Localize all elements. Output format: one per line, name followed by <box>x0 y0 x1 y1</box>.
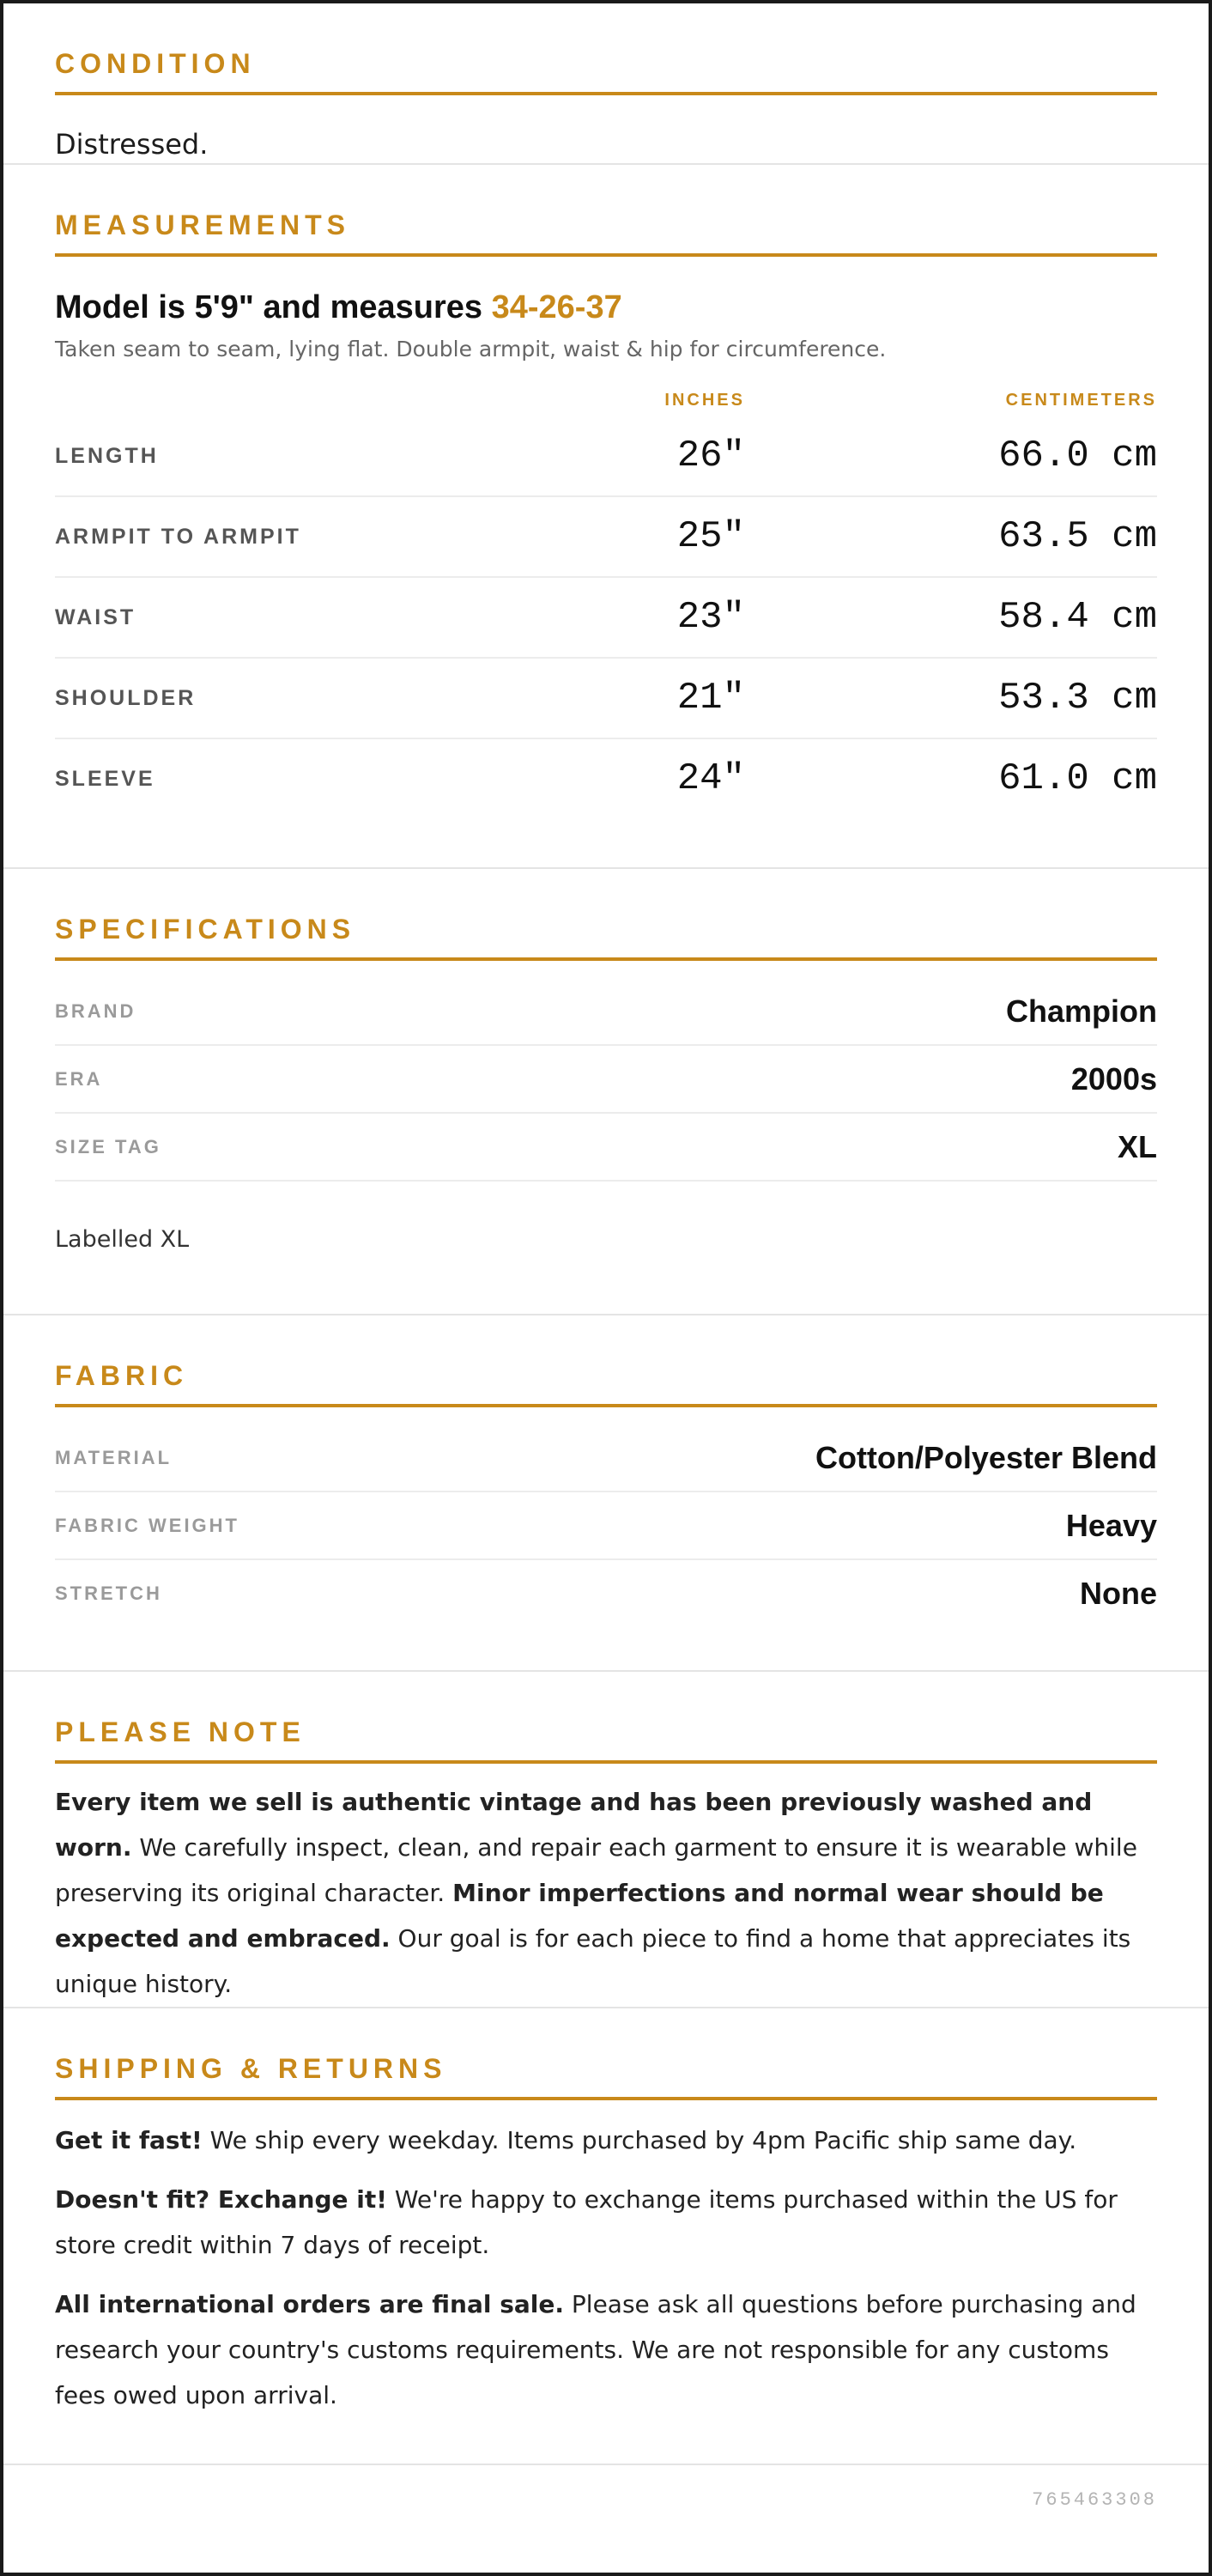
measurements-section <box>3 165 1209 869</box>
shipping-title: SHIPPING & RETURNS <box>55 2053 1157 2100</box>
model-measures: 34-26-37 <box>491 289 622 325</box>
measurements-note: Taken seam to seam, lying flat. Double armpit, waist & hip for circumference. <box>55 337 887 361</box>
shipping-paragraph-international <box>55 2281 1157 2418</box>
condition-section <box>3 3 1209 165</box>
fabric-value: Heavy <box>1065 1507 1157 1543</box>
measurement-row-shoulder <box>55 659 1157 739</box>
measurement-inches: 25" <box>676 515 745 558</box>
please-note-section <box>3 1672 1209 2008</box>
measurement-cm: 66.0 cm <box>998 434 1157 477</box>
measurement-row-length <box>55 416 1157 497</box>
specifications-title: SPECIFICATIONS <box>55 914 1157 961</box>
note-text-inspect: We carefully inspect, clean, and repair each garment to ensure it is wearable while preserving its original character. <box>55 1833 1137 1907</box>
spec-label: SIZE TAG <box>55 1135 161 1157</box>
shipping-returns-section <box>3 2008 1209 2465</box>
measurement-inches: 23" <box>676 596 745 639</box>
please-note-title: PLEASE NOTE <box>55 1716 1157 1764</box>
model-info <box>55 289 1157 326</box>
note-text-goal: Our goal is for each piece to find a home that appreciates its unique history. <box>55 1924 1131 1998</box>
measurement-row-armpit <box>55 497 1157 578</box>
note-bold-imperfections: Minor imperfections and normal wear should be expected and embraced. <box>55 1879 1104 1953</box>
measurement-inches: 26" <box>676 434 745 477</box>
spec-value: 2000s <box>1070 1060 1157 1097</box>
fabric-table <box>55 1425 1157 1626</box>
model-prefix: Model is 5'9" and measures <box>55 289 492 325</box>
shipping-bold: Doesn't fit? Exchange it! <box>55 2185 387 2214</box>
spec-row-era <box>55 1046 1157 1114</box>
measurement-cm: 53.3 cm <box>998 677 1157 720</box>
shipping-text: We ship every weekday. Items purchased by 4pm Pacific ship same day. <box>202 2126 1077 2154</box>
measurement-cm: 61.0 cm <box>998 757 1157 800</box>
note-bold-authentic: Every item we sell is authentic vintage and has been previously washed and worn. <box>55 1788 1093 1862</box>
shipping-text: Please ask all questions before purchasing and research your country's customs requirements. We are not responsible for any customs fees owed upon arrival. <box>55 2290 1136 2409</box>
inches-column-header: INCHES <box>664 391 745 410</box>
fabric-value: None <box>1080 1575 1157 1611</box>
measurements-title: MEASUREMENTS <box>55 210 1157 257</box>
footer <box>3 2465 1209 2534</box>
measurement-inches: 24" <box>676 757 745 800</box>
spec-value: XL <box>1117 1128 1157 1164</box>
measurement-cm: 58.4 cm <box>998 596 1157 639</box>
spec-row-brand <box>55 978 1157 1046</box>
measurement-label: LENGTH <box>55 443 159 468</box>
measurement-row-sleeve <box>55 739 1157 818</box>
spec-label: BRAND <box>55 999 136 1022</box>
shipping-paragraph-fast <box>55 2117 1157 2163</box>
measurement-label: SLEEVE <box>55 766 155 791</box>
measurement-label: SHOULDER <box>55 685 197 710</box>
centimeters-column-header: CENTIMETERS <box>1005 391 1157 410</box>
shipping-paragraph-exchange <box>55 2177 1157 2268</box>
measurements-header <box>55 391 1157 416</box>
spec-label: ERA <box>55 1067 103 1090</box>
measurement-cm: 63.5 cm <box>998 515 1157 558</box>
specifications-section <box>3 869 1209 1315</box>
size-tag-note: Labelled XL <box>55 1226 190 1253</box>
measurement-row-waist <box>55 578 1157 659</box>
shipping-bold: Get it fast! <box>55 2126 203 2154</box>
condition-text: Distressed. <box>55 128 209 161</box>
measurements-table <box>55 416 1157 818</box>
fabric-row-stretch <box>55 1560 1157 1626</box>
fabric-label: STRETCH <box>55 1582 162 1604</box>
fabric-value: Cotton/Polyester Blend <box>815 1439 1157 1475</box>
measurement-inches: 21" <box>676 677 745 720</box>
shipping-bold: All international orders are final sale. <box>55 2290 565 2318</box>
product-sku: 765463308 <box>1032 2488 1157 2511</box>
measurement-label: ARMPIT TO ARMPIT <box>55 524 301 549</box>
condition-title: CONDITION <box>55 48 1157 95</box>
measurement-label: WAIST <box>55 605 136 629</box>
fabric-title: FABRIC <box>55 1360 1157 1407</box>
shipping-text: We're happy to exchange items purchased within the US for store credit within 7 days of receipt. <box>55 2185 1118 2259</box>
specifications-table <box>55 978 1157 1182</box>
fabric-label: FABRIC WEIGHT <box>55 1514 239 1536</box>
please-note-text <box>55 1779 1157 2007</box>
fabric-label: MATERIAL <box>55 1446 173 1468</box>
fabric-row-material <box>55 1425 1157 1492</box>
fabric-row-weight <box>55 1492 1157 1560</box>
fabric-section <box>3 1315 1209 1672</box>
spec-value: Champion <box>1006 993 1157 1029</box>
spec-row-size-tag <box>55 1114 1157 1182</box>
